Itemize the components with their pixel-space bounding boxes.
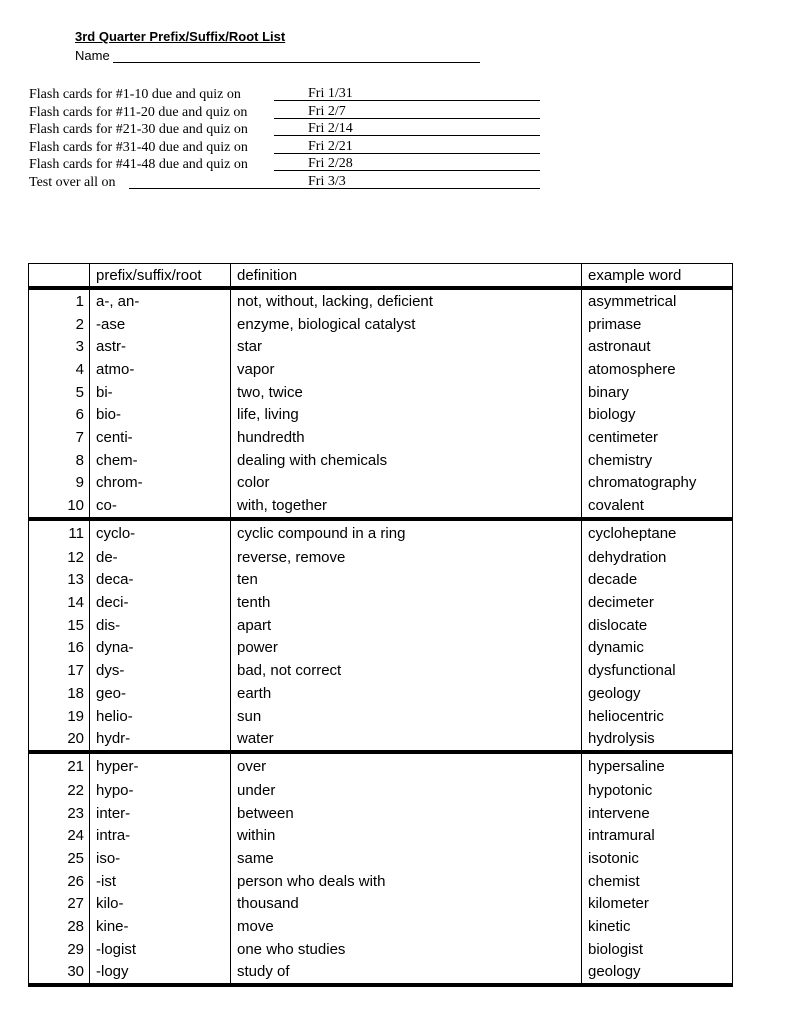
row-example: kilometer — [582, 893, 733, 916]
row-example: atomosphere — [582, 358, 733, 381]
row-definition: earth — [231, 682, 582, 705]
row-number: 18 — [29, 682, 90, 705]
table-row — [29, 752, 733, 779]
row-definition: over — [231, 752, 582, 779]
schedule-label: Flash cards for #1-10 due and quiz on — [29, 87, 241, 102]
row-number: 8 — [29, 449, 90, 472]
row-definition: with, together — [231, 494, 582, 519]
table-row — [29, 449, 733, 472]
row-definition: water — [231, 727, 582, 752]
table-row — [29, 494, 733, 519]
row-root: dyna- — [90, 637, 231, 660]
schedule-date-text: Fri 3/3 — [308, 173, 346, 189]
column-header-number — [29, 264, 90, 289]
row-number: 26 — [29, 870, 90, 893]
row-definition: apart — [231, 614, 582, 637]
row-root: co- — [90, 494, 231, 519]
row-example: chromatography — [582, 472, 733, 495]
row-number: 1 — [29, 288, 90, 313]
row-example: biologist — [582, 938, 733, 961]
schedule-date — [304, 174, 540, 189]
row-definition: hundredth — [231, 426, 582, 449]
row-number: 3 — [29, 335, 90, 358]
schedule-label: Test over all on — [29, 174, 116, 190]
row-example: heliocentric — [582, 705, 733, 728]
row-definition: under — [231, 779, 582, 802]
table-row — [29, 335, 733, 358]
table-row — [29, 727, 733, 752]
table-row — [29, 870, 733, 893]
schedule-date-text: Fri 2/7 — [308, 103, 346, 119]
row-root: hyper- — [90, 752, 231, 779]
schedule-blank-line — [274, 139, 304, 154]
row-root: iso- — [90, 847, 231, 870]
row-example: dislocate — [582, 614, 733, 637]
row-number: 22 — [29, 779, 90, 802]
row-root: atmo- — [90, 358, 231, 381]
table-row — [29, 824, 733, 847]
schedule-blank-line — [129, 174, 305, 189]
row-example: astronaut — [582, 335, 733, 358]
row-definition: person who deals with — [231, 870, 582, 893]
row-definition: power — [231, 637, 582, 660]
row-root: -logist — [90, 938, 231, 961]
row-number: 15 — [29, 614, 90, 637]
row-root: hydr- — [90, 727, 231, 752]
table-row — [29, 313, 733, 336]
table-row — [29, 569, 733, 592]
row-root: deci- — [90, 591, 231, 614]
row-number: 11 — [29, 519, 90, 546]
row-root: dis- — [90, 614, 231, 637]
schedule-label: Flash cards for #11-20 due and quiz on — [29, 104, 248, 120]
row-example: geology — [582, 682, 733, 705]
row-example: covalent — [582, 494, 733, 519]
table-row — [29, 961, 733, 986]
prefix-suffix-root-table — [28, 263, 733, 987]
row-root: chrom- — [90, 472, 231, 495]
row-example: biology — [582, 403, 733, 426]
schedule-date-text: Fri 2/21 — [308, 138, 353, 154]
row-root: kine- — [90, 915, 231, 938]
row-example: chemistry — [582, 449, 733, 472]
schedule-label: Flash cards for #41-48 due and quiz on — [29, 157, 248, 173]
row-number: 23 — [29, 802, 90, 825]
table-row — [29, 705, 733, 728]
schedule-date-text: Fri 2/14 — [308, 121, 353, 137]
table-row — [29, 802, 733, 825]
row-root: cyclo- — [90, 519, 231, 546]
table-row — [29, 779, 733, 802]
row-number: 27 — [29, 893, 90, 916]
row-example: primase — [582, 313, 733, 336]
table-row — [29, 358, 733, 381]
row-root: -ist — [90, 870, 231, 893]
row-definition: one who studies — [231, 938, 582, 961]
row-number: 10 — [29, 494, 90, 519]
row-root: -ase — [90, 313, 231, 336]
row-root: intra- — [90, 824, 231, 847]
schedule-date — [304, 156, 540, 171]
row-definition: dealing with chemicals — [231, 449, 582, 472]
row-number: 4 — [29, 358, 90, 381]
row-definition: cyclic compound in a ring — [231, 519, 582, 546]
row-root: astr- — [90, 335, 231, 358]
row-root: chem- — [90, 449, 231, 472]
table-row — [29, 637, 733, 660]
schedule-label: Flash cards for #21-30 due and quiz on — [29, 122, 248, 138]
table-row — [29, 426, 733, 449]
row-definition: within — [231, 824, 582, 847]
row-definition: bad, not correct — [231, 659, 582, 682]
row-number: 5 — [29, 381, 90, 404]
schedule-date — [304, 86, 540, 101]
table-row — [29, 519, 733, 546]
row-root: bi- — [90, 381, 231, 404]
row-definition: reverse, remove — [231, 546, 582, 569]
row-number: 20 — [29, 727, 90, 752]
row-definition: thousand — [231, 893, 582, 916]
row-number: 30 — [29, 961, 90, 986]
schedule-date — [304, 104, 540, 119]
row-example: chemist — [582, 870, 733, 893]
table-row — [29, 893, 733, 916]
name-label: Name — [75, 48, 110, 63]
row-number: 28 — [29, 915, 90, 938]
row-definition: between — [231, 802, 582, 825]
schedule-blank-line — [274, 86, 304, 101]
row-definition: sun — [231, 705, 582, 728]
row-example: dynamic — [582, 637, 733, 660]
row-example: cycloheptane — [582, 519, 733, 546]
row-root: bio- — [90, 403, 231, 426]
row-number: 24 — [29, 824, 90, 847]
row-root: dys- — [90, 659, 231, 682]
row-example: kinetic — [582, 915, 733, 938]
row-definition: two, twice — [231, 381, 582, 404]
table-row — [29, 381, 733, 404]
row-example: isotonic — [582, 847, 733, 870]
row-example: hypotonic — [582, 779, 733, 802]
row-example: intramural — [582, 824, 733, 847]
table-row — [29, 546, 733, 569]
schedule-label: Flash cards for #31-40 due and quiz on — [29, 139, 248, 155]
row-definition: vapor — [231, 358, 582, 381]
table-row — [29, 659, 733, 682]
row-definition: study of — [231, 961, 582, 986]
row-definition: enzyme, biological catalyst — [231, 313, 582, 336]
row-definition: ten — [231, 569, 582, 592]
column-header-root: prefix/suffix/root — [90, 264, 231, 289]
row-definition: not, without, lacking, deficient — [231, 288, 582, 313]
row-number: 29 — [29, 938, 90, 961]
table-row — [29, 938, 733, 961]
row-root: a-, an- — [90, 288, 231, 313]
row-example: binary — [582, 381, 733, 404]
schedule-date — [304, 139, 540, 154]
row-number: 21 — [29, 752, 90, 779]
row-example: decade — [582, 569, 733, 592]
row-number: 17 — [29, 659, 90, 682]
table-header-row — [29, 264, 733, 289]
row-root: helio- — [90, 705, 231, 728]
schedule-blank-line — [274, 121, 304, 136]
row-root: kilo- — [90, 893, 231, 916]
row-number: 16 — [29, 637, 90, 660]
row-root: centi- — [90, 426, 231, 449]
row-definition: tenth — [231, 591, 582, 614]
table-row — [29, 591, 733, 614]
row-definition: star — [231, 335, 582, 358]
schedule-date-text: Fri 2/28 — [308, 156, 353, 172]
row-number: 13 — [29, 569, 90, 592]
row-number: 14 — [29, 591, 90, 614]
page-title: 3rd Quarter Prefix/Suffix/Root List — [75, 29, 286, 44]
row-number: 25 — [29, 847, 90, 870]
row-number: 19 — [29, 705, 90, 728]
row-example: dysfunctional — [582, 659, 733, 682]
row-root: inter- — [90, 802, 231, 825]
row-number: 9 — [29, 472, 90, 495]
row-example: intervene — [582, 802, 733, 825]
row-example: centimeter — [582, 426, 733, 449]
table-row — [29, 847, 733, 870]
schedule-date-text: Fri 1/31 — [308, 86, 353, 101]
table-row — [29, 472, 733, 495]
row-definition: life, living — [231, 403, 582, 426]
row-number: 7 — [29, 426, 90, 449]
table-row — [29, 288, 733, 313]
table-row — [29, 403, 733, 426]
name-field[interactable] — [75, 48, 480, 63]
row-definition: color — [231, 472, 582, 495]
schedule-date — [304, 121, 540, 136]
column-header-definition: definition — [231, 264, 582, 289]
row-number: 2 — [29, 313, 90, 336]
row-root: -logy — [90, 961, 231, 986]
row-example: dehydration — [582, 546, 733, 569]
row-root: de- — [90, 546, 231, 569]
row-example: asymmetrical — [582, 288, 733, 313]
row-definition: move — [231, 915, 582, 938]
row-example: decimeter — [582, 591, 733, 614]
table-row — [29, 682, 733, 705]
row-root: hypo- — [90, 779, 231, 802]
schedule-blank-line — [274, 156, 304, 171]
row-root: geo- — [90, 682, 231, 705]
row-example: hypersaline — [582, 752, 733, 779]
table-row — [29, 614, 733, 637]
row-example: geology — [582, 961, 733, 986]
schedule-blank-line — [274, 104, 304, 119]
row-root: deca- — [90, 569, 231, 592]
row-definition: same — [231, 847, 582, 870]
row-example: hydrolysis — [582, 727, 733, 752]
row-number: 12 — [29, 546, 90, 569]
table-row — [29, 915, 733, 938]
row-number: 6 — [29, 403, 90, 426]
column-header-example: example word — [582, 264, 733, 289]
name-blank-line[interactable] — [113, 48, 480, 63]
